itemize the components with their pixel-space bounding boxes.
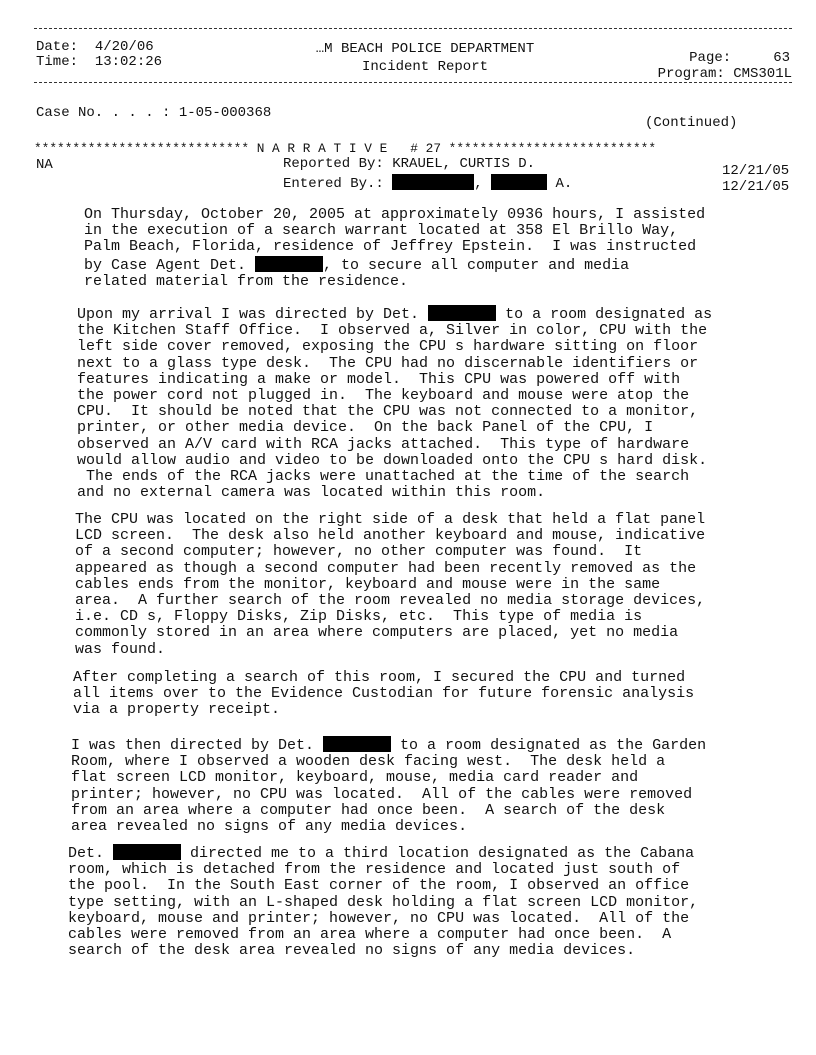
entered-by-label: Entered By.:: [283, 176, 384, 192]
report-date-1: 12/21/05: [722, 163, 790, 179]
entered-by: Entered By.: , A.: [283, 176, 573, 192]
narrative-line: next to a glass type desk. The CPU had no discernable identifiers or: [77, 354, 699, 372]
header-bottom-rule: [34, 82, 792, 83]
redaction-block: [428, 305, 496, 321]
redaction-block: [255, 256, 323, 272]
continued-marker: (Continued): [645, 115, 738, 131]
narrative-line: from an area where a computer had once been. A search of the desk: [71, 801, 666, 819]
narrative-line: all items over to the Evidence Custodian for future forensic analysis: [73, 685, 695, 703]
reported-by: [283, 157, 535, 172]
redaction-block: [113, 844, 181, 860]
narrative-line: After completing a search of this room, I secured the CPU and turned: [73, 669, 686, 686]
page-label: Page:: [689, 50, 732, 66]
narrative-line: LCD screen. The desk also held another keyboard and mouse, indicative: [75, 527, 706, 545]
narrative-paragraph: [84, 207, 774, 290]
narrative-line: On Thursday, October 20, 2005 at approximately 0936 hours, I assisted: [84, 206, 706, 223]
time-label: Time:: [36, 54, 79, 70]
narrative-line: printer; however, no CPU was located. All of the cables were removed: [71, 785, 693, 803]
narrative-paragraph: [71, 736, 761, 835]
narrative-line: the pool. In the South East corner of the room, I observed an office: [68, 877, 690, 895]
case-label: Case No. . . . :: [36, 105, 171, 121]
narrative-line: CPU. It should be noted that the CPU was not connected to a monitor,: [77, 403, 699, 421]
narrative-line: flat screen LCD monitor, keyboard, mouse, media card reader and: [71, 769, 639, 787]
reported-by-value: KRAUEL, CURTIS D.: [392, 156, 536, 172]
narrative-line: The ends of the RCA jacks were unattached at the time of the search: [77, 468, 690, 486]
narrative-paragraph: [68, 844, 758, 959]
narrative-line: features indicating a make or model. This CPU was powered off with: [77, 370, 681, 388]
narrative-line: cables ends from the monitor, keyboard and mouse were in the same: [75, 575, 661, 593]
entered-by-suffix: A.: [555, 176, 573, 192]
narrative-line: appeared as though a second computer had been recently removed as the: [75, 559, 697, 577]
narrative-paragraph: [77, 305, 767, 501]
program-code: [640, 67, 792, 82]
narrative-line: in the execution of a search warrant located at 358 El Brillo Way,: [84, 222, 679, 240]
narrative-line: and no external camera was located within this room.: [77, 484, 546, 502]
report-type: Incident Report: [361, 59, 489, 75]
narrative-line: printer, or other media device. On the back Panel of the CPU, I: [77, 419, 654, 437]
narrative-line: area revealed no signs of any media devices.: [71, 818, 468, 836]
page-number: [660, 51, 790, 66]
case-number: [36, 106, 271, 121]
narrative-line: area. A further search of the room revealed no media storage devices,: [75, 592, 706, 610]
redaction-block: [392, 174, 474, 190]
narrative-line: was found.: [75, 640, 166, 658]
redaction-block: [323, 736, 391, 752]
department-name: …M BEACH POLICE DEPARTMENT: [315, 41, 535, 57]
narrative-line: keyboard, mouse and printer; however, no CPU was located. All of the: [68, 909, 690, 927]
narrative-line: i.e. CD s, Floppy Disks, Zip Disks, etc. This type of media is: [75, 608, 643, 626]
narrative-code: NA: [36, 157, 53, 173]
date-label: Date:: [36, 39, 79, 55]
narrative-line: observed an A/V card with RCA jacks attached. This type of hardware: [77, 435, 690, 453]
narrative-line: by Case Agent Det. , to secure all computer and media: [84, 256, 630, 274]
case-value: 1-05-000368: [178, 105, 272, 121]
report-date: [36, 40, 154, 55]
narrative-line: cables were removed from an area where a computer had once been. A: [68, 926, 672, 944]
program-value: CMS301L: [733, 66, 792, 82]
narrative-line: would allow audio and video to be downloaded onto the CPU s hard disk.: [77, 451, 708, 469]
narrative-paragraph: [73, 670, 763, 719]
narrative-line: Palm Beach, Florida, residence of Jeffrey Epstein. I was instructed: [84, 238, 697, 256]
narrative-line: related material from the residence.: [84, 272, 409, 290]
narrative-line: commonly stored in an area where computers are placed, yet no media: [75, 624, 679, 642]
narrative-line: left side cover removed, exposing the CPU s hardware sitting on floor: [77, 338, 699, 356]
narrative-line: via a property receipt.: [73, 701, 281, 719]
narrative-line: room, which is detached from the residence and located just south of: [68, 861, 681, 879]
redaction-block: [491, 174, 547, 190]
report-date-2: 12/21/05: [722, 179, 790, 195]
narrative-line: of a second computer; however, no other computer was found. It: [75, 543, 643, 561]
report-time: [36, 55, 162, 70]
narrative-line: I was then directed by Det. to a room designated as the Garden: [71, 737, 707, 754]
reported-by-label: Reported By:: [283, 156, 384, 172]
page-value: 63: [773, 50, 790, 66]
narrative-paragraph: [75, 512, 765, 658]
program-label: Program:: [657, 66, 725, 82]
narrative-line: search of the desk area revealed no signs of any media devices.: [68, 942, 636, 960]
narrative-line: type setting, with an L-shaped desk holding a flat screen LCD monitor,: [68, 893, 699, 911]
date-value: 4/20/06: [94, 39, 154, 55]
narrative-banner: **************************** N A R R A T I V E # 27 ***************************: [34, 141, 657, 156]
narrative-line: Det. directed me to a third location designated as the Cabana: [68, 845, 695, 862]
narrative-line: Room, where I observed a wooden desk facing west. The desk held a: [71, 753, 666, 771]
narrative-line: Upon my arrival I was directed by Det. to a room designated as: [77, 306, 713, 323]
time-value: 13:02:26: [94, 54, 163, 70]
header-top-rule: [34, 28, 792, 29]
narrative-line: the Kitchen Staff Office. I observed a, Silver in color, CPU with the: [77, 322, 708, 340]
narrative-line: the power cord not plugged in. The keyboard and mouse were atop the: [77, 387, 690, 405]
narrative-line: The CPU was located on the right side of a desk that held a flat panel: [75, 511, 706, 528]
